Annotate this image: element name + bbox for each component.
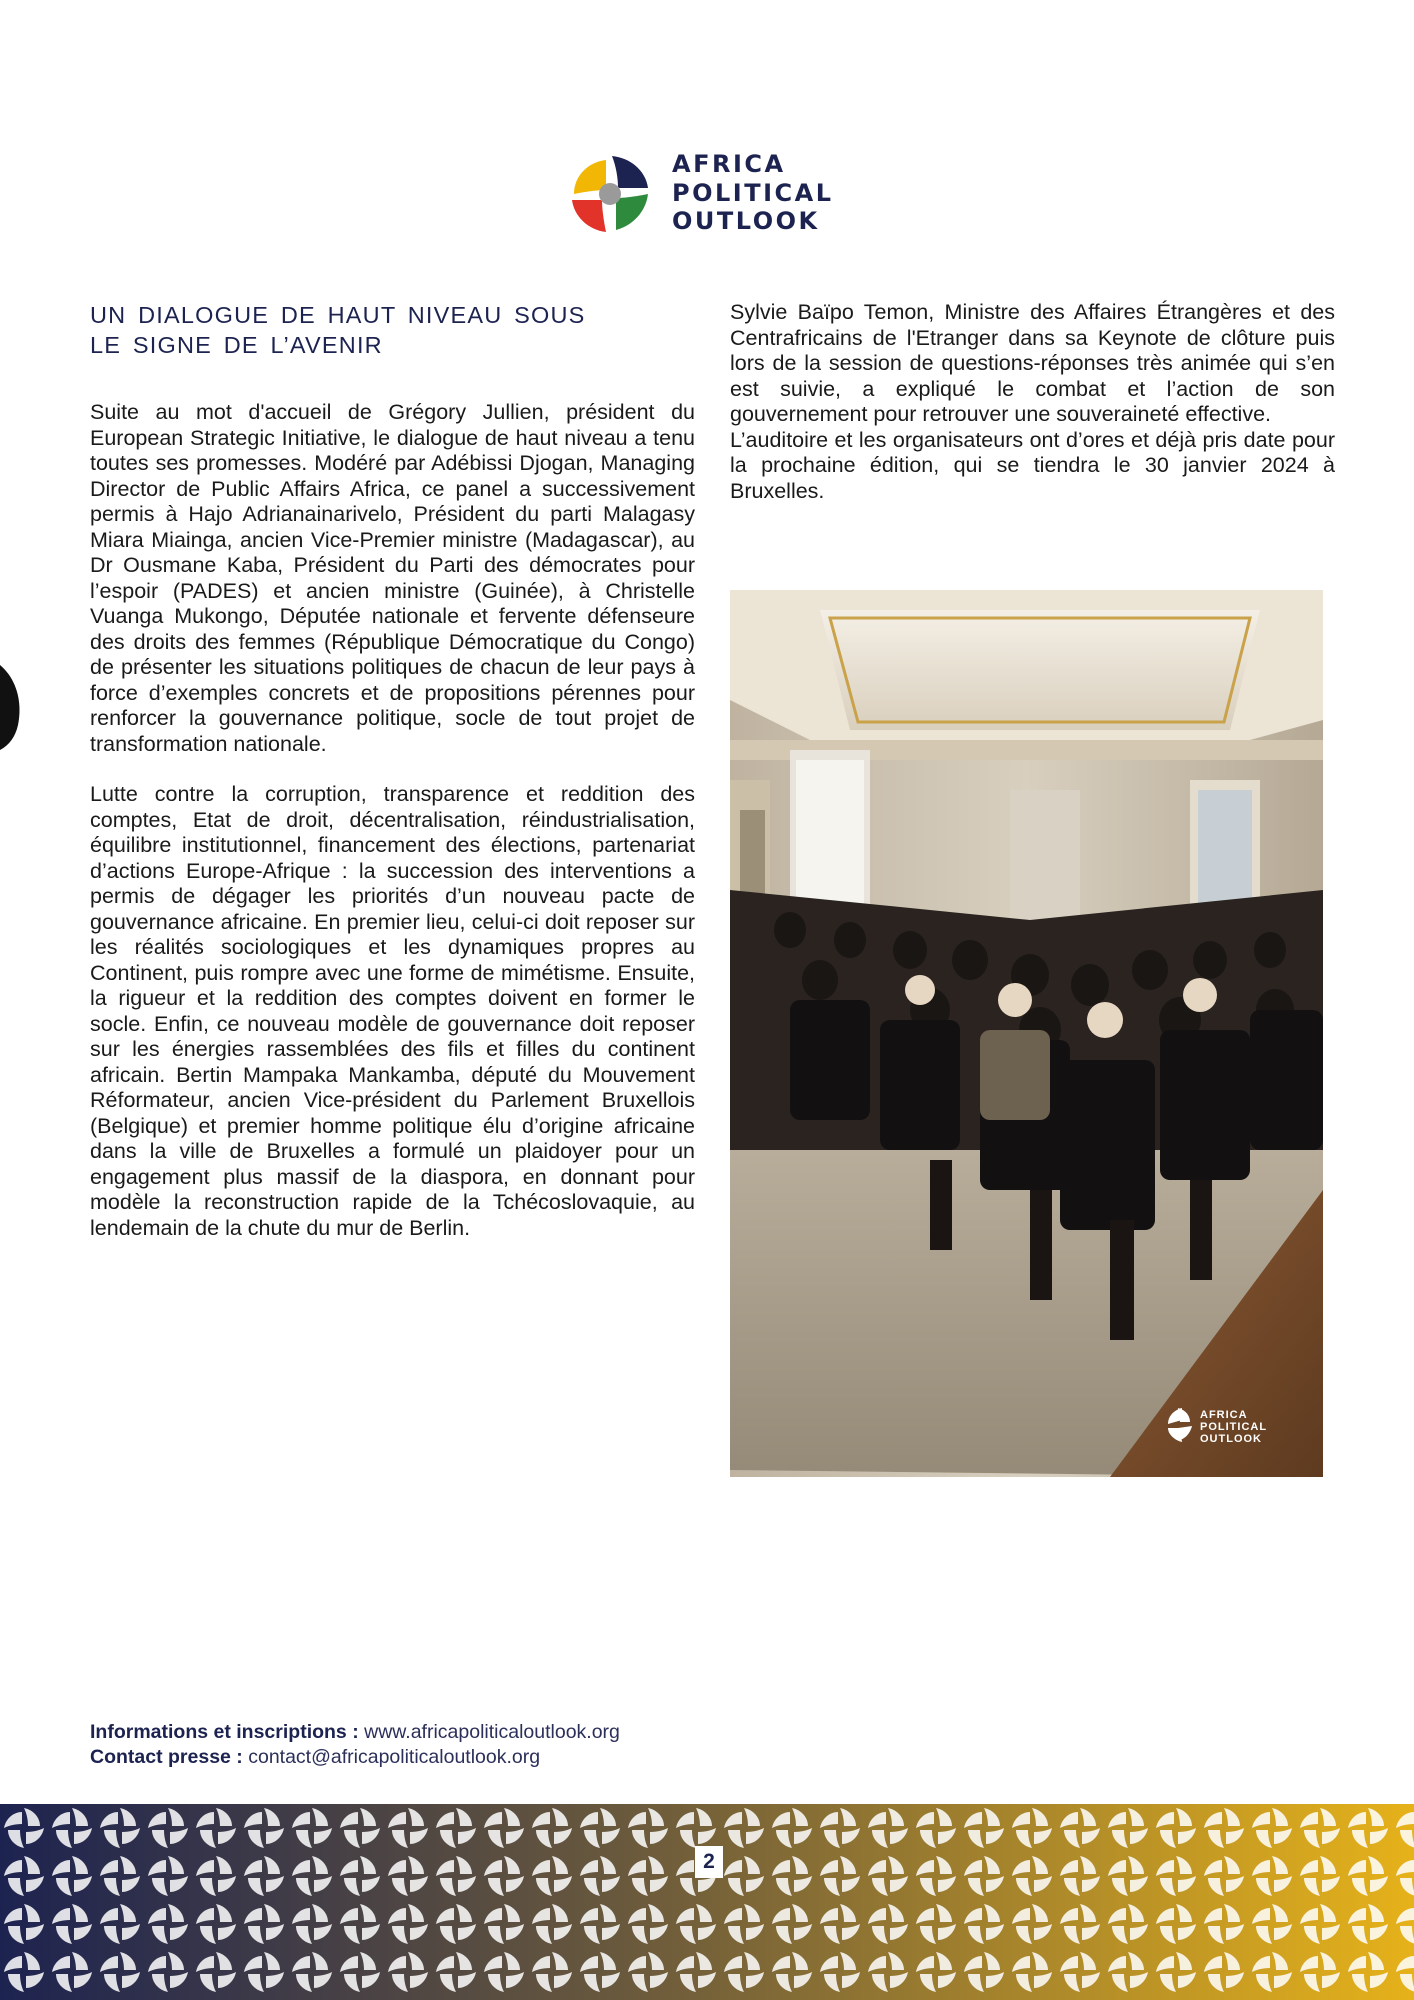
brand-line-3: OUTLOOK [672,207,820,235]
event-photo [730,590,1323,1477]
paragraph-left-1: Suite au mot d'accueil de Grégory Jullien, président du European Strategic Initiative, le dialogue de haut niveau a tenu toutes ses promesses. Modéré par Adébissi Djogan, Managing Director de Public Affairs Africa, ce panel a successivement permis à Hajo Adrianainarivelo, Président du parti Malagasy Miara Miainga, ancien Vice-Premier ministre (Madagascar), au Dr Ousmane Kaba, Président du Parti des démocrates pour l’espoir (PADES) et ancien ministre (Guinée), à Christelle Vuanga Mukongo, Députée nationale et fervente défenseure des droits des femmes (République Démocratique du Congo) de présenter les situations politiques de chacun de leur pays à force d’exemples concrets et de propositions pérennes pour renforcer la gouvernance politique, socle de tout projet de transformation nationale. [90,400,695,756]
info-line [90,1720,620,1745]
brand-line-2: POLITICAL [672,178,834,207]
brand-logo [566,150,856,240]
paragraph-left-2: Lutte contre la corruption, transparence et reddition des comptes, Etat de droit, décentralisation, réindustrialisation, équilibre institutionnel, financement des élections, partenariat d’actions Europe-Afrique : la succession des interventions a permis de dégager les priorités d’un nouveau pacte de gouvernance africaine. En premier lieu, celui-ci doit reposer sur les réalités sociologiques et les dynamiques propres au Continent, puis rompre avec une forme de mimétisme. Ensuite, la rigueur et la reddition des comptes doivent en former le socle. Enfin, ce nouveau modèle de gouvernance doit reposer sur les énergies rassemblées des fils et filles du continent africain. Bertin Mampaka Mankamba, député du Mouvement Réformateur, ancien Vice-président du Parlement Bruxellois (Belgique) et premier homme politique élu d’origine africaine dans la ville de Bruxelles a formulé un plaidoyer pour un engagement plus massif de la diaspora, en donnant pour modèle la reconstruction rapide de la Tchécoslovaquie, au lendemain de la chute du mur de Berlin. [90,782,695,1240]
photo-watermark-line-3: OUTLOOK [1200,1433,1262,1445]
article-heading-line-2: LE SIGNE DE L’AVENIR [90,332,383,358]
event-photo-illustration [730,590,1323,1477]
paragraph-right-2: L’auditoire et les organisateurs ont d’ores et déjà pris date pour la prochaine édition, qui se tiendra le 30 janvier 2024 à Bruxelles. [730,427,1335,503]
brand-wordmark [672,150,834,236]
photo-watermark-line-2: POLITICAL [1200,1421,1268,1433]
brand-line-1: AFRICA [672,150,786,178]
contact-email-link[interactable]: contact@africapoliticaloutlook.org [248,1746,541,1768]
article-heading [90,300,695,360]
footer-pattern-band [0,1804,1414,2000]
paragraph-right-1: Sylvie Baïpo Temon, Ministre des Affaires Étrangères et des Centrafricains de l'Etranger dans sa Keynote de clôture puis lors de la session de questions-réponses très animée qui s’en est suivie, a expliqué le combat et l’action de son gouvernement pour retrouver une souveraineté effective. [730,300,1335,426]
left-column [90,300,695,1266]
website-link[interactable]: www.africapoliticaloutlook.org [364,1721,620,1743]
right-column [730,300,1335,504]
brand-logo-icon [566,150,652,236]
info-label: Informations et inscriptions : [90,1721,359,1743]
photo-watermark-line-1: AFRICA [1200,1409,1248,1421]
contact-line [90,1745,620,1770]
article-heading-line-1: UN DIALOGUE DE HAUT NIVEAU SOUS [90,302,586,328]
edge-decoration [0,655,24,755]
page-number: 2 [695,1846,723,1878]
footer-info [90,1720,620,1770]
contact-label: Contact presse : [90,1746,243,1768]
